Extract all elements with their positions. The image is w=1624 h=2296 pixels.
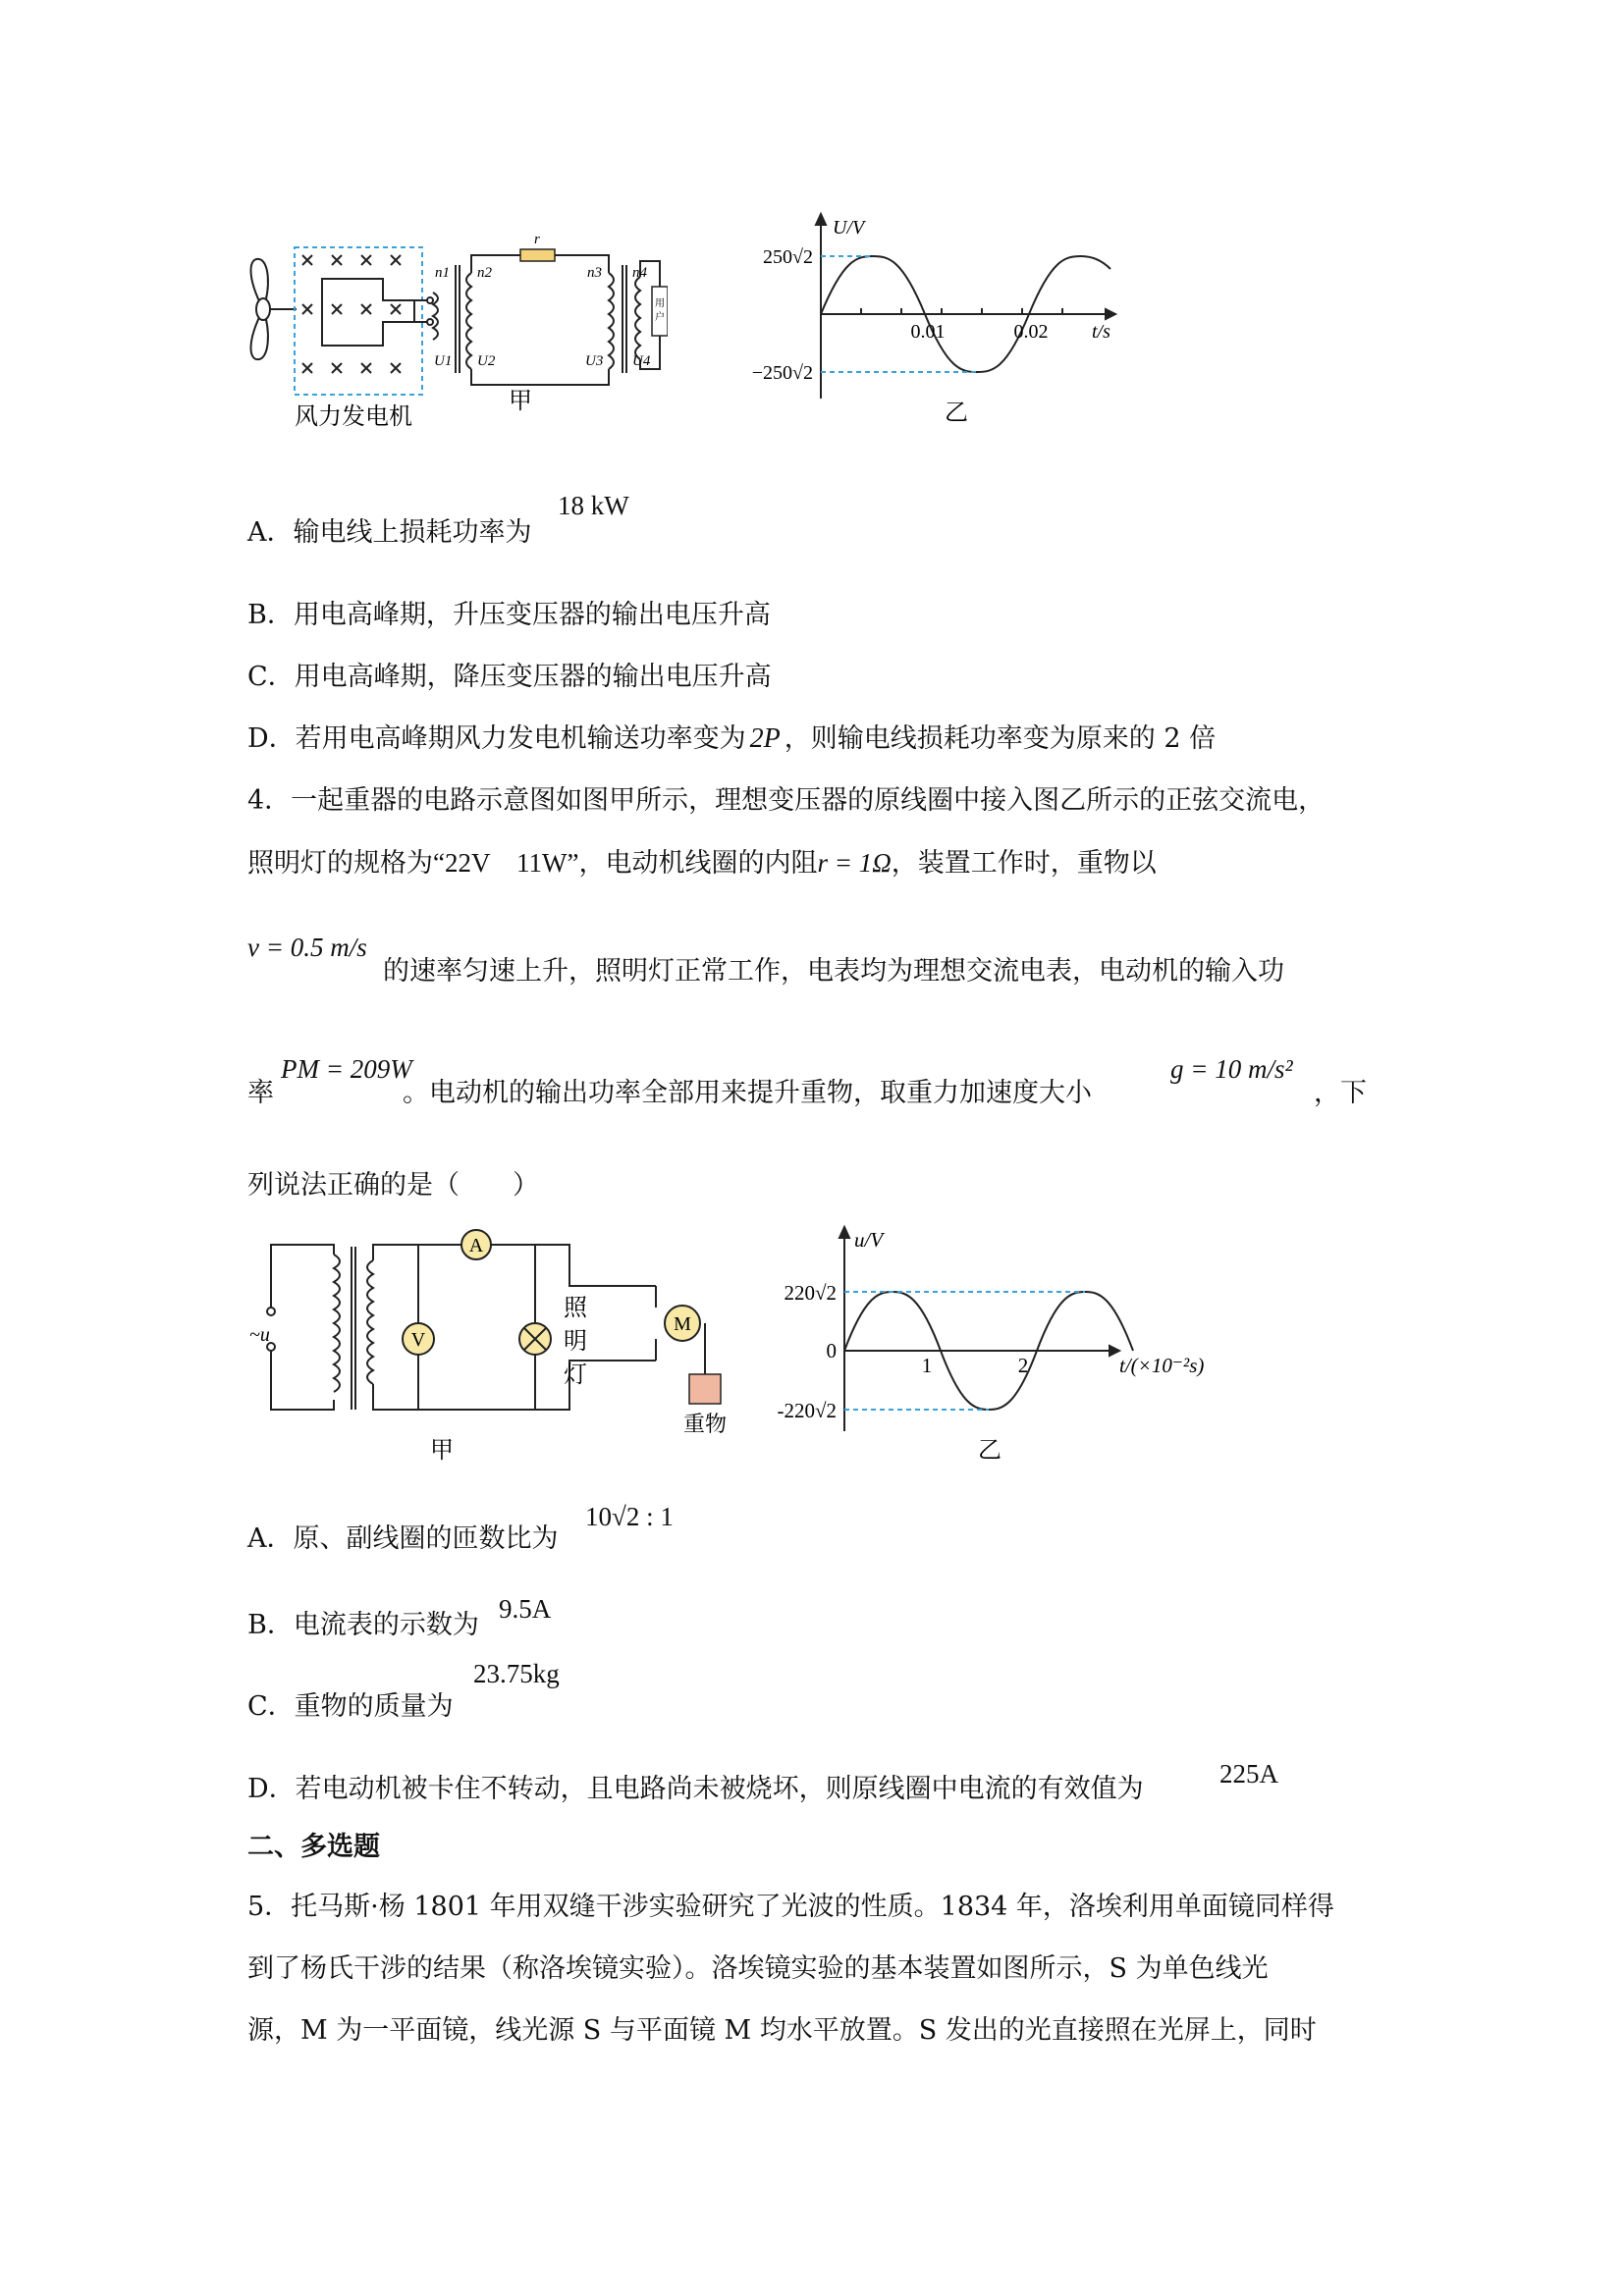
weight-label: 重物 (682, 1413, 728, 1437)
q4-velocity: v = 0.5 m/s (247, 933, 367, 962)
label-U4: U4 (632, 353, 651, 369)
q4-text-spec-lead: 照明灯的规格为 (247, 848, 433, 879)
q4-option-A-formula: 10√2 : 1 (585, 1502, 674, 1531)
q4-stem-line-5: 列说法正确的是（ ） (247, 1170, 539, 1201)
q4-stem-line-3: 的速率匀速上升，照明灯正常工作，电表均为理想交流电表，电动机的输入功 (383, 956, 1284, 987)
q3-option-C[interactable]: C．用电高峰期，降压变压器的输出电压升高 (247, 662, 772, 692)
origin-label: 0 (826, 1339, 837, 1362)
axis-x-label-1: t/s (1092, 321, 1110, 343)
q3-option-D[interactable] (247, 721, 1216, 757)
field-crosses (302, 255, 401, 373)
q3-option-A-text: A．输电线上损耗功率为 (247, 517, 532, 548)
q4-gravity: g = 10 m/s² (1170, 1054, 1293, 1084)
q4-option-C[interactable]: C．重物的质量为 (247, 1691, 454, 1722)
q4-option-D[interactable]: D．若电动机被卡住不转动，且电路尚未被烧坏，则原线圈中电流的有效值为 (247, 1774, 1144, 1804)
figure-crane-circuit (236, 1217, 746, 1482)
q3-option-A-formula: 18 kW (558, 491, 629, 520)
figure1-yi-caption: 乙 (945, 399, 968, 426)
voltmeter-label: V (410, 1329, 426, 1351)
figure-wind-generator-circuit (236, 196, 668, 442)
axis-y-label-1: U/V (833, 217, 865, 239)
figure-voltage-wave-1 (727, 206, 1139, 442)
label-n2: n2 (477, 265, 492, 281)
q4-motor-power: PM = 209W (281, 1054, 412, 1084)
peak-label-2: 220√2 (784, 1281, 837, 1305)
lamp-label-3: 灯 (564, 1361, 587, 1388)
q3-option-D-formula: 2P (749, 723, 781, 754)
q4-text-resistance-lead: ，电动机线圈的内阻 (578, 848, 818, 879)
q5-stem-line-3: 源，M 为一平面镜，线光源 S 与平面镜 M 均水平放置。S 发出的光直接照在光屏上，同时 (247, 2015, 1317, 2046)
q5-stem-line-2: 到了杨氏干涉的结果（称洛埃镜实验）。洛埃镜实验的基本装置如图所示，S 为单色线光 (247, 1953, 1269, 1984)
q3-option-D-text-1: D．若用电高峰期风力发电机输送功率变为 (247, 723, 746, 754)
line-resistor (520, 249, 555, 261)
q4-option-C-formula: 23.75kg (473, 1659, 560, 1688)
figure-voltage-wave-2 (756, 1217, 1227, 1472)
tick-label-0.01: 0.01 (910, 321, 946, 343)
generator-caption: 风力发电机 (295, 402, 412, 430)
label-U1: U1 (434, 353, 453, 369)
q4-stem-line-4-a: 率 (247, 1078, 274, 1108)
tick-label-1: 1 (921, 1354, 933, 1377)
figure1-jia-caption: 甲 (509, 387, 532, 414)
q4-option-B-formula: 9.5A (499, 1594, 552, 1624)
peak-label-1: 250√2 (763, 246, 813, 268)
q4-resistance: r = 1Ω (817, 848, 892, 878)
figure2-jia-caption: 甲 (430, 1436, 454, 1464)
q3-option-A[interactable] (247, 515, 532, 551)
q4-lamp-spec: “22V 11W” (433, 848, 579, 878)
q4-option-D-formula: 225A (1219, 1759, 1278, 1789)
q5-stem-line-1: 5．托马斯·杨 1801 年用双缝干涉实验研究了光波的性质。1834 年，洛埃利用单面镜同样得 (247, 1892, 1334, 1922)
figure2-yi-caption: 乙 (978, 1436, 1001, 1464)
user-load (652, 287, 668, 336)
q4-stem-line-4-c: ，下 (1314, 1078, 1367, 1108)
trough-label-2: -220√2 (777, 1399, 837, 1422)
q4-stem-line-2 (247, 845, 1157, 881)
q3-option-B[interactable]: B．用电高峰期，升压变压器的输出电压升高 (247, 600, 771, 630)
trough-label-1: −250√2 (751, 362, 813, 384)
label-n1: n1 (435, 265, 450, 281)
label-n4: n4 (632, 265, 647, 281)
tick-label-2: 2 (1017, 1354, 1029, 1377)
label-U2: U2 (477, 353, 496, 369)
label-U3: U3 (585, 353, 604, 369)
q4-stem-line-1: 4．一起重器的电路示意图如图甲所示，理想变压器的原线圈中接入图乙所示的正弦交流电， (247, 785, 1326, 816)
tick-label-0.02: 0.02 (1013, 321, 1049, 343)
lamp-label-1: 照 (564, 1294, 587, 1321)
ammeter-label: A (468, 1235, 484, 1256)
lamp-label-2: 明 (564, 1327, 587, 1355)
section-title-multiple-choice: 二、多选题 (247, 1832, 380, 1862)
motor-label: M (674, 1313, 691, 1335)
q3-option-D-text-2: ，则输电线损耗功率变为原来的 2 倍 (784, 723, 1217, 754)
q4-option-A[interactable]: A．原、副线圈的匝数比为 (247, 1523, 559, 1554)
label-r: r (534, 232, 540, 247)
weight-block (689, 1374, 721, 1404)
q4-stem-line-4-b: 。电动机的输出功率全部用来提升重物，取重力加速度大小 (403, 1078, 1092, 1108)
source-label: ~u (249, 1324, 270, 1346)
axis-x-label-2: t/(×10⁻²s) (1119, 1354, 1205, 1377)
q4-text-rise: ，装置工作时，重物以 (891, 848, 1157, 879)
q4-option-B[interactable]: B．电流表的示数为 (247, 1610, 479, 1640)
user-label-1: 用 (655, 298, 665, 309)
label-n3: n3 (587, 265, 602, 281)
user-label-2: 户 (655, 312, 665, 323)
propeller-icon (251, 259, 298, 359)
axis-y-label-2: u/V (854, 1228, 884, 1252)
lamp-icon (519, 1323, 551, 1355)
